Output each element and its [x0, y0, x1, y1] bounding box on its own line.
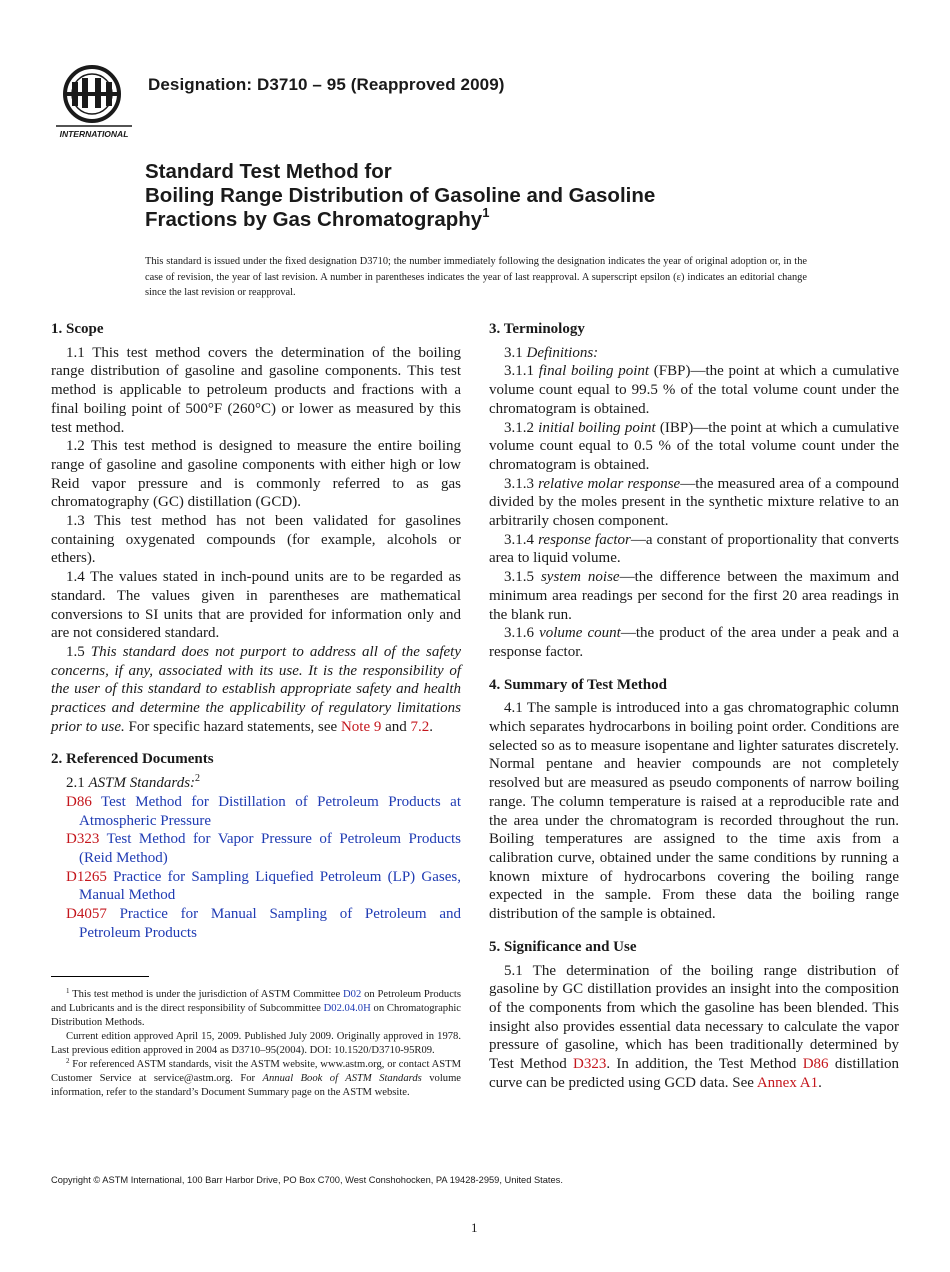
title-line-3: Fractions by Gas Chromatography$^1$ — [145, 205, 490, 231]
ref-code-link[interactable]: D323 — [66, 831, 100, 848]
reference-item — [51, 793, 461, 830]
section-heading-scope: 1. Scope — [51, 321, 104, 337]
footnote-ref-2[interactable]: 2 — [195, 773, 201, 785]
defined-term: final boiling point — [538, 363, 650, 380]
ref-title-link[interactable]: Practice for Manual Sampling of Petroleum and Petroleum Products — [79, 906, 461, 941]
footnote-1: $^1$ This test method is under the jurisdiction of ASTM Committee D02 on Petroleum Products and Lubricants and is the direct responsibility of Subcommittee D02.04.0H on Chromatographic Distribution Methods. — [51, 987, 462, 1028]
document-title — [145, 160, 865, 232]
section-heading-significance: 5. Significance and Use — [489, 938, 637, 955]
left-column — [51, 320, 461, 943]
astm-standards-label: 2.1 ASTM Standards:$^2$ — [66, 773, 201, 792]
reference-item — [51, 830, 461, 867]
footnote-2: $^2$ For referenced ASTM standards, visit the ASTM website, www.astm.org, or contact ASTM Customer Service at service@astm.org. For Annual Book of ASTM Standards volume information, refer to the standard’s Document Summary page on the ASTM website. — [51, 1057, 462, 1098]
definition-item: 3.1.5 system noise—the difference between the maximum and minimum area readings per second for the first 20 area readings in the blank run. — [489, 569, 900, 623]
reference-item — [51, 868, 461, 905]
paragraph-4-1: 4.1 The sample is introduced into a gas chromatographic column which separates hydrocarbons in boiling point order. Conditions are selected so as to measure isopentane and lighter saturates discretely. Normal pentane and heavier compounds are not completely resolved but are measured as pseudo components of narrow boiling range. The column temperature is raised at a reproducible rate and the area under the chromatogram is recorded throughout the run. Boiling temperatures are assigned to the time axis from a calibration curve, obtained under the same conditions by running a known mixture of hydrocarbons covering the boiling range expected in the sample. From these data the boiling range distribution of the sample is obtained. — [489, 700, 899, 923]
link-committee-d02[interactable]: D02 — [343, 989, 362, 1000]
defined-term: initial boiling point — [538, 419, 656, 436]
right-column — [489, 320, 899, 1092]
footnotes — [51, 988, 461, 1100]
ref-code-link[interactable]: D1265 — [66, 868, 107, 885]
ref-title-link[interactable]: Test Method for Vapor Pressure of Petroleum Products (Reid Method) — [79, 831, 461, 866]
title-line-1: Standard Test Method for — [145, 160, 392, 183]
link-d86[interactable]: D86 — [802, 1056, 829, 1073]
ref-title-link[interactable]: Test Method for Distillation of Petroleum Products at Atmospheric Pressure — [79, 793, 461, 829]
section-heading-summary: 4. Summary of Test Method — [489, 676, 667, 693]
link-d323[interactable]: D323 — [573, 1056, 607, 1073]
paragraph-1-2: 1.2 This test method is designed to measure the entire boiling range of gasoline and gasoline components with either high or low Reid vapor pressure and is commonly referred to as gas chromatography (GC) distillation (GCD). — [51, 438, 461, 511]
paragraph-1-1: 1.1 This test method covers the determination of the boiling range distribution of gasoline and gasoline components. This test method is applicable to petroleum products and fractions with a final boiling point of 500°F (260°C) or lower as measured by this test method. — [51, 344, 461, 436]
title-line-2: Boiling Range Distribution of Gasoline and Gasoline — [145, 184, 656, 207]
section-heading-referenced-documents: 2. Referenced Documents — [51, 751, 214, 768]
link-7-2[interactable]: 7.2 — [410, 718, 430, 735]
link-annex-a1[interactable]: Annex A1 — [756, 1074, 819, 1091]
logo-wordmark: INTERNATIONAL — [59, 129, 129, 139]
link-note-9[interactable]: Note 9 — [340, 718, 382, 735]
definition-item: 3.1.2 initial boiling point (IBP)—the point at which a cumulative volume count equal to 0.5 % of the total volume count under the chromatogram is obtained. — [489, 419, 899, 473]
defined-term: relative molar response — [538, 475, 681, 492]
safety-caveat: This standard does not purport to address all of the safety concerns, if any, associated with its use. It is the responsibility of the user of this standard to establish appropriate safety and health practices and determine the applicability of regulatory limitations prior to use. — [51, 643, 461, 735]
link-subcommittee[interactable]: D02.04.0H — [323, 1003, 371, 1014]
astm-logo — [52, 60, 136, 140]
footnote-1-edition: Current edition approved April 15, 2009. Published July 2009. Originally approved in 1978. Last previous edition approved in 2004 as D3710–95(2004). DOI: 10.1520/D3710-95R09. — [51, 1031, 461, 1056]
reference-item — [51, 905, 461, 942]
page-number: 1 — [471, 1220, 478, 1235]
section-heading-terminology: 3. Terminology — [489, 321, 585, 337]
footnote-divider — [51, 976, 149, 977]
definitions-label: 3.1 Definitions: — [504, 344, 599, 361]
title-footnote-ref[interactable]: 1 — [482, 205, 490, 220]
astm-logo-graphic — [52, 60, 136, 140]
definition-item: 3.1.1 final boiling point (FBP)—the point at which a cumulative volume count equal to 99.5 % of the total volume count under the chromatogram is obtained. — [489, 363, 900, 417]
defined-term: volume count — [539, 625, 621, 642]
definition-item: 3.1.4 response factor—a constant of proportionality that converts area to liquid volume. — [489, 531, 900, 567]
paragraph-1-4: 1.4 The values stated in inch-pound units are to be regarded as standard. The values given in parentheses are mathematical conversions to SI units that are provided for information only and are not considered standard. — [51, 569, 461, 642]
defined-term: response factor — [538, 531, 631, 548]
definition-item: 3.1.3 relative molar response—the measured area of a compound divided by the moles present in the synthetic mixture relative to an arbitrarily chosen component. — [489, 475, 899, 530]
paragraph-1-3: 1.3 This test method has not been validated for gasolines containing oxygenated compounds (for example, alcohols or ethers). — [51, 513, 461, 567]
definition-item: 3.1.6 volume count—the product of the area under a peak and a response factor. — [489, 625, 899, 660]
ref-code-link[interactable]: D4057 — [66, 906, 107, 923]
paragraph-1-5: 1.5 This standard does not purport to address all of the safety concerns, if any, associated with its use. It is the responsibility of the user of this standard to establish appropriate safety and health practices and determine the applicability of regulatory limitations prior to use. For specific hazard statements, see Note 9 and 7.2. — [51, 643, 461, 735]
defined-term: system noise — [540, 569, 620, 586]
ref-title-link[interactable]: Practice for Sampling Liquefied Petroleum (LP) Gases, Manual Method — [79, 868, 462, 904]
designation: Designation: D3710 – 95 (Reapproved 2009) — [148, 75, 505, 94]
paragraph-5-1: 5.1 The determination of the boiling range distribution of gasoline by GC distillation provides an insight into the composition of the components from which the gasoline has been blended. This insight also provides essential data necessary to calculate the vapor pressure of gasoline, which has been traditionally determined by Test Method D323. In addition, the Test Method D86 distillation curve can be predicted using GCD data. See Annex A1. — [489, 962, 899, 1091]
ref-code-link[interactable]: D86 — [66, 793, 92, 810]
copyright-notice: Copyright © ASTM International, 100 Barr Harbor Drive, PO Box C700, West Conshohocken, PA 19428-2959, United States. — [51, 1175, 563, 1185]
issuance-note: This standard is issued under the fixed designation D3710; the number immediately following the designation indicates the year of original adoption or, in the case of revision, the year of last revision. A number in parentheses indicates the year of last reapproval. A superscript epsilon (ε) indicates an editorial change since the last revision or reapproval. — [145, 256, 807, 298]
